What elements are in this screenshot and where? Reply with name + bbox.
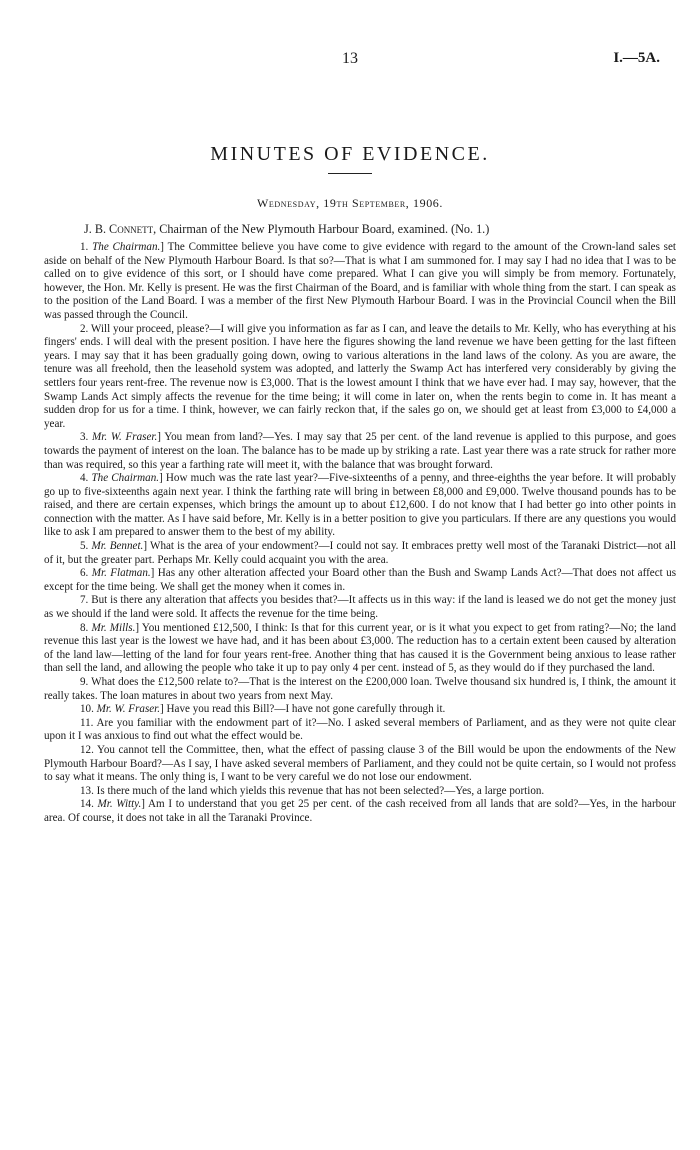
paragraph-text: Have you read this Bill?—I have not gone carefully through it. — [166, 703, 446, 716]
evidence-paragraph — [44, 744, 676, 785]
evidence-paragraph: 4. The Chairman.] How much was the rate last year?—Five-sixteenths of a penny, and three-eighths the year before. It will probably go up to five-sixteenths again next year. I think the farthing rate will bring in between £8,000 and £9,000. Twelve thousand pounds has to be raised, and there are certain expenses, which brings the amount up to about £12,600. I do not know that I had better go into other points in connection with the matter. As I have said before, Mr. Kelly is in a better position to give you particulars. If there are any questions you would like to ask I am prepared to answer them to the best of my ability. — [44, 472, 676, 539]
paragraph-text: You cannot tell the Committee, then, what the effect of passing clause 3 of the Bill would be upon the endowments of the New Plymouth Harbour Board?—As I say, I have asked several members of Parliament, and they could not be quite certain, so I would not profess to say what it means. The only thing is, I want to be very careful we do not lose our endowment. — [44, 743, 676, 784]
question-number: 11. — [80, 716, 94, 729]
question-number: 2. — [80, 322, 89, 335]
session-date: Wednesday, 19th September, 1906. — [256, 196, 444, 210]
witness-name: J. B. Connett, — [84, 222, 157, 236]
question-number: 7. — [80, 594, 89, 607]
page-number: 13 — [342, 50, 358, 67]
question-number: 8. — [80, 621, 89, 634]
paragraph-text: But is there any alteration that affects you besides that?—It affects us in this way: if the land is leased we do not get the money just as we should if the land were sold. It affects the revenue for the time being. — [44, 594, 676, 621]
evidence-paragraph: 3. Mr. W. Fraser.] You mean from land?—Yes. I may say that 25 per cent. of the land revenue is applied to this purpose, and goes towards the payment of interest on the loan. The balance has to be made up by striking a rate. Last year there was a rate struck for rather more than was required, so this year a farthing rate will meet it, with the balance that was brought forward. — [44, 431, 677, 471]
question-number: 14. — [80, 798, 94, 811]
witness-heading — [84, 222, 489, 237]
question-number: 5. — [80, 540, 89, 553]
evidence-paragraph: 6. Mr. Flatman.] Has any other alteration affected your Board other than the Bush and Swamp Lands Act?—That does not affect us except for the time being. We shall get the money when it comes in. — [44, 567, 677, 593]
evidence-body — [44, 241, 676, 826]
title-rule — [328, 173, 372, 174]
paragraph-text: Are you familiar with the endowment part of it?—No. I asked several members of Parliament, and as they were not quite clear upon it I was anxious to find out what the effect would be. — [44, 716, 676, 743]
question-number: 10. — [80, 703, 94, 716]
question-number: 1. — [80, 241, 89, 253]
speaker-name: Mr. Witty. — [97, 798, 142, 811]
evidence-paragraph: 5. Mr. Bennet.] What is the area of your endowment?—I could not say. It embraces pretty well most of the Taranaki District—not all of it, but the greater part. Perhaps Mr. Kelly could acquaint you with the area. — [44, 540, 676, 566]
evidence-paragraph — [44, 717, 676, 744]
evidence-paragraph: 8. Mr. Mills.] You mentioned £12,500, I think: Is that for this current year, or is it what you expect to get from rating?—No; the land revenue this last year is the lowest we have had, and it has been about £3,000. The reduction has to a certain extent been caused by alteration of the land law—letting of the land for four years rent-free. Another thing that has caused it is the Government being anxious to lease rather than sell the land, and allowing the people who take it up to pay only 4 per cent. instead of 5, as they would do if they purchased the land. — [44, 621, 676, 675]
paragraph-text: Will your proceed, please?—I will give you information as far as I can, and leave the details to Mr. Kelly, who has everything at his fingers' ends. I will deal with the present position. I have here the figures showing the land revenue we have been getting for the last fifteen years. I may say that it has been gradually going down, owing to various alterations in the land laws of the colony. As you are aware, the tenure was all freehold, then the leasehold system was adopted, and latterly the Swamp Act has interfered very considerably by giving the settlers four years rent-free. The revenue now is £3,000. That is the lowest amount I think that we have ever had. I may say, however, that the Swamp Lands Act simply affects the revenue for the time being; it will come in later on, when the rents begin to come in. It has meant a sudden drop for us for a time. I think, however, we can fairly reckon that, if the sales go on, we should get at least from £3,000 to £4,000 a year. — [44, 322, 676, 430]
question-number: 9. — [80, 676, 89, 688]
paragraph-text: You mean from land?—Yes. I may say that 25 per cent. of the land revenue is applied to this purpose, and goes towards the payment of interest on the loan. The balance has to be made up by striking a rate. Last year there was a rate struck for rather more than was required, so this year a farthing rate will meet it, with the balance that was brought forward. — [44, 431, 677, 471]
evidence-paragraph — [44, 594, 676, 621]
question-number: 12. — [80, 743, 94, 756]
speaker-name: The Chairman. — [91, 472, 160, 485]
paragraph-text: Has any other alteration affected your Board other than the Bush and Swamp Lands Act?—That does not affect us except for the time being. We shall get the money when it comes in. — [44, 567, 677, 593]
evidence-paragraph — [44, 676, 676, 703]
evidence-paragraph: 1. The Chairman.] The Committee believe you have come to give evidence with regard to the amount of the Crown-land sales set aside on behalf of the New Plymouth Harbour Board. Is that so?—That is what I am summoned for. I may say I had no idea that I was to be called on to give evidence of this sort, or I should have come prepared. What I can give you will simply be from memory. Fortunately, however, the Hon. Mr. Kelly is present. He was the first Chairman of the Board, and is familiar with whole thing from the start. I can speak as to the position of the Land Board. I was a member of the first New Plymouth Harbour Board. I was in the Provincial Council when the Bill was passed through the Council. — [44, 241, 676, 321]
paragraph-text: Is there much of the land which yields this revenue that has not been selected?—Yes, a large portion. — [96, 784, 545, 797]
page-title: MINUTES OF EVIDENCE. — [210, 143, 490, 165]
paragraph-text: What does the £12,500 relate to?—That is the interest on the £200,000 loan. Twelve thousand six hundred is, I think, the amount it really takes. The loan matures in about two years from next May. — [44, 676, 676, 702]
question-number: 3. — [80, 431, 89, 444]
question-number: 13. — [80, 784, 94, 797]
paragraph-text: Am I to understand that you get 25 per cent. of the cash received from all lands that are sold?—Yes, in the harbour area. Of course, it does not take in all the Taranaki Province. — [44, 798, 677, 824]
evidence-paragraph: 14. Mr. Witty.] Am I to understand that you get 25 per cent. of the cash received from all lands that are sold?—Yes, in the harbour area. Of course, it does not take in all the Taranaki Province. — [44, 798, 677, 824]
paragraph-text: What is the area of your endowment?—I could not say. It embraces pretty well most of the Taranaki District—not all of it, but the greater part. Perhaps Mr. Kelly could acquaint you with the area. — [44, 540, 676, 566]
evidence-paragraph — [44, 323, 676, 432]
evidence-paragraph: 10. Mr. W. Fraser.] Have you read this Bill?—I have not gone carefully through it. — [80, 703, 446, 716]
speaker-name: Mr. W. Fraser. — [92, 431, 158, 444]
speaker-name: Mr. Bennet. — [91, 540, 144, 553]
paragraph-text: How much was the rate last year?—Five-sixteenths of a penny, and three-eighths the year before. It will probably go up to five-sixteenths again next year. I think the farthing rate will bring in between £8,000 and £9,000. Twelve thousand pounds has to be raised, and there are certain expenses, which brings the amount up to about £12,600. I do not know that I had better go into other points in connection with the matter. As I have said before, Mr. Kelly is in a better position to give you particulars. If there are any questions you would like to ask I am prepared to answer them to the best of my ability. — [44, 472, 676, 539]
question-number: 6. — [80, 567, 89, 580]
speaker-name: The Chairman. — [92, 241, 161, 253]
speaker-name: Mr. Flatman. — [91, 567, 151, 580]
paragraph-text: The Committee believe you have come to give evidence with regard to the amount of the Crown-land sales set aside on behalf of the New Plymouth Harbour Board. Is that so?—That is what I am summoned for. I may say I had no idea that I was to be called on to give evidence of this sort, or I should have come prepared. What I can give you will simply be from memory. Fortunately, however, the Hon. Mr. Kelly is present. He was the first Chairman of the Board, and is familiar with whole thing from the start. I can speak as to the position of the Land Board. I was a member of the first New Plymouth Harbour Board. I was in the Provincial Council when the Bill was passed through the Council. — [44, 241, 676, 321]
paragraph-text: You mentioned £12,500, I think: Is that for this current year, or is it what you expect to get from rating?—No; the land revenue this last year is the lowest we have had, and it has been about £3,000. The reduction has to a certain extent been caused by alteration of the land law—letting of the land for four years rent-free. Another thing that has caused it is the Government being anxious to lease rather than sell the land, and allowing the people who take it up to pay only 4 per cent. instead of 5, as they would do if they purchased the land. — [44, 621, 676, 675]
speaker-name: Mr. Mills. — [91, 621, 136, 634]
evidence-paragraph — [44, 785, 676, 799]
speaker-name: Mr. W. Fraser. — [96, 703, 161, 716]
question-number: 4. — [80, 472, 89, 485]
document-reference: I.—5A. — [613, 50, 660, 66]
witness-description: Chairman of the New Plymouth Harbour Board, examined. (No. 1.) — [156, 222, 490, 236]
